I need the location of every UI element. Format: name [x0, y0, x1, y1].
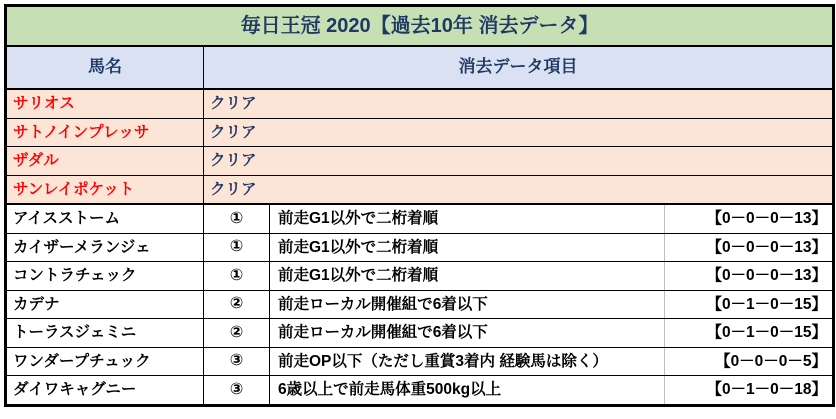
page-title: 毎日王冠 2020【過去10年 消去データ】	[6, 6, 834, 47]
condition-text: 6歳以上で前走馬体重500kg以上	[270, 376, 665, 406]
table-row	[6, 118, 834, 147]
table-row	[6, 319, 834, 348]
table-row	[6, 347, 834, 376]
condition-text: 前走G1以外で二桁着順	[270, 233, 665, 262]
condition-text: 前走G1以外で二桁着順	[270, 262, 665, 291]
record-cell: 【0－1－0－18】	[665, 376, 834, 406]
record-cell: 【0－0－0－5】	[665, 347, 834, 376]
horse-name-cell: サンレイポケット	[6, 175, 204, 204]
table-row	[6, 290, 834, 319]
record-cell: 【0－0－0－13】	[665, 204, 834, 233]
condition-text: 前走ローカル開催組で6着以下	[270, 290, 665, 319]
elimination-data-table	[4, 4, 835, 407]
horse-name-cell: カイザーメランジェ	[6, 233, 204, 262]
condition-number: ③	[204, 376, 270, 406]
horse-name-cell: トーラスジェミニ	[6, 319, 204, 348]
table-row	[6, 376, 834, 406]
header-row	[6, 46, 834, 89]
table-row	[6, 175, 834, 204]
condition-number: ①	[204, 262, 270, 291]
horse-name-cell: アイスストーム	[6, 204, 204, 233]
horse-name-cell: コントラチェック	[6, 262, 204, 291]
table-row	[6, 262, 834, 291]
condition-number: ①	[204, 233, 270, 262]
table-row	[6, 147, 834, 176]
clear-status-cell: クリア	[204, 175, 834, 204]
title-row	[6, 6, 834, 47]
table-row	[6, 233, 834, 262]
header-data-items: 消去データ項目	[204, 46, 834, 89]
condition-number: ③	[204, 347, 270, 376]
condition-number: ②	[204, 290, 270, 319]
condition-number: ①	[204, 204, 270, 233]
horse-name-cell: ザダル	[6, 147, 204, 176]
table-row	[6, 89, 834, 118]
table-row	[6, 204, 834, 233]
record-cell: 【0－0－0－13】	[665, 233, 834, 262]
condition-text: 前走G1以外で二桁着順	[270, 204, 665, 233]
condition-text: 前走OP以下（ただし重賞3着内 経験馬は除く）	[270, 347, 665, 376]
horse-name-cell: サトノインプレッサ	[6, 118, 204, 147]
clear-status-cell: クリア	[204, 147, 834, 176]
elimination-data-sheet	[4, 4, 835, 407]
condition-text: 前走ローカル開催組で6着以下	[270, 319, 665, 348]
horse-name-cell: カデナ	[6, 290, 204, 319]
clear-status-cell: クリア	[204, 89, 834, 118]
horse-name-cell: ワンダープチュック	[6, 347, 204, 376]
condition-number: ②	[204, 319, 270, 348]
horse-name-cell: サリオス	[6, 89, 204, 118]
horse-name-cell: ダイワキャグニー	[6, 376, 204, 406]
record-cell: 【0－1－0－15】	[665, 319, 834, 348]
clear-status-cell: クリア	[204, 118, 834, 147]
record-cell: 【0－1－0－15】	[665, 290, 834, 319]
record-cell: 【0－0－0－13】	[665, 262, 834, 291]
header-horse-name: 馬名	[6, 46, 204, 89]
